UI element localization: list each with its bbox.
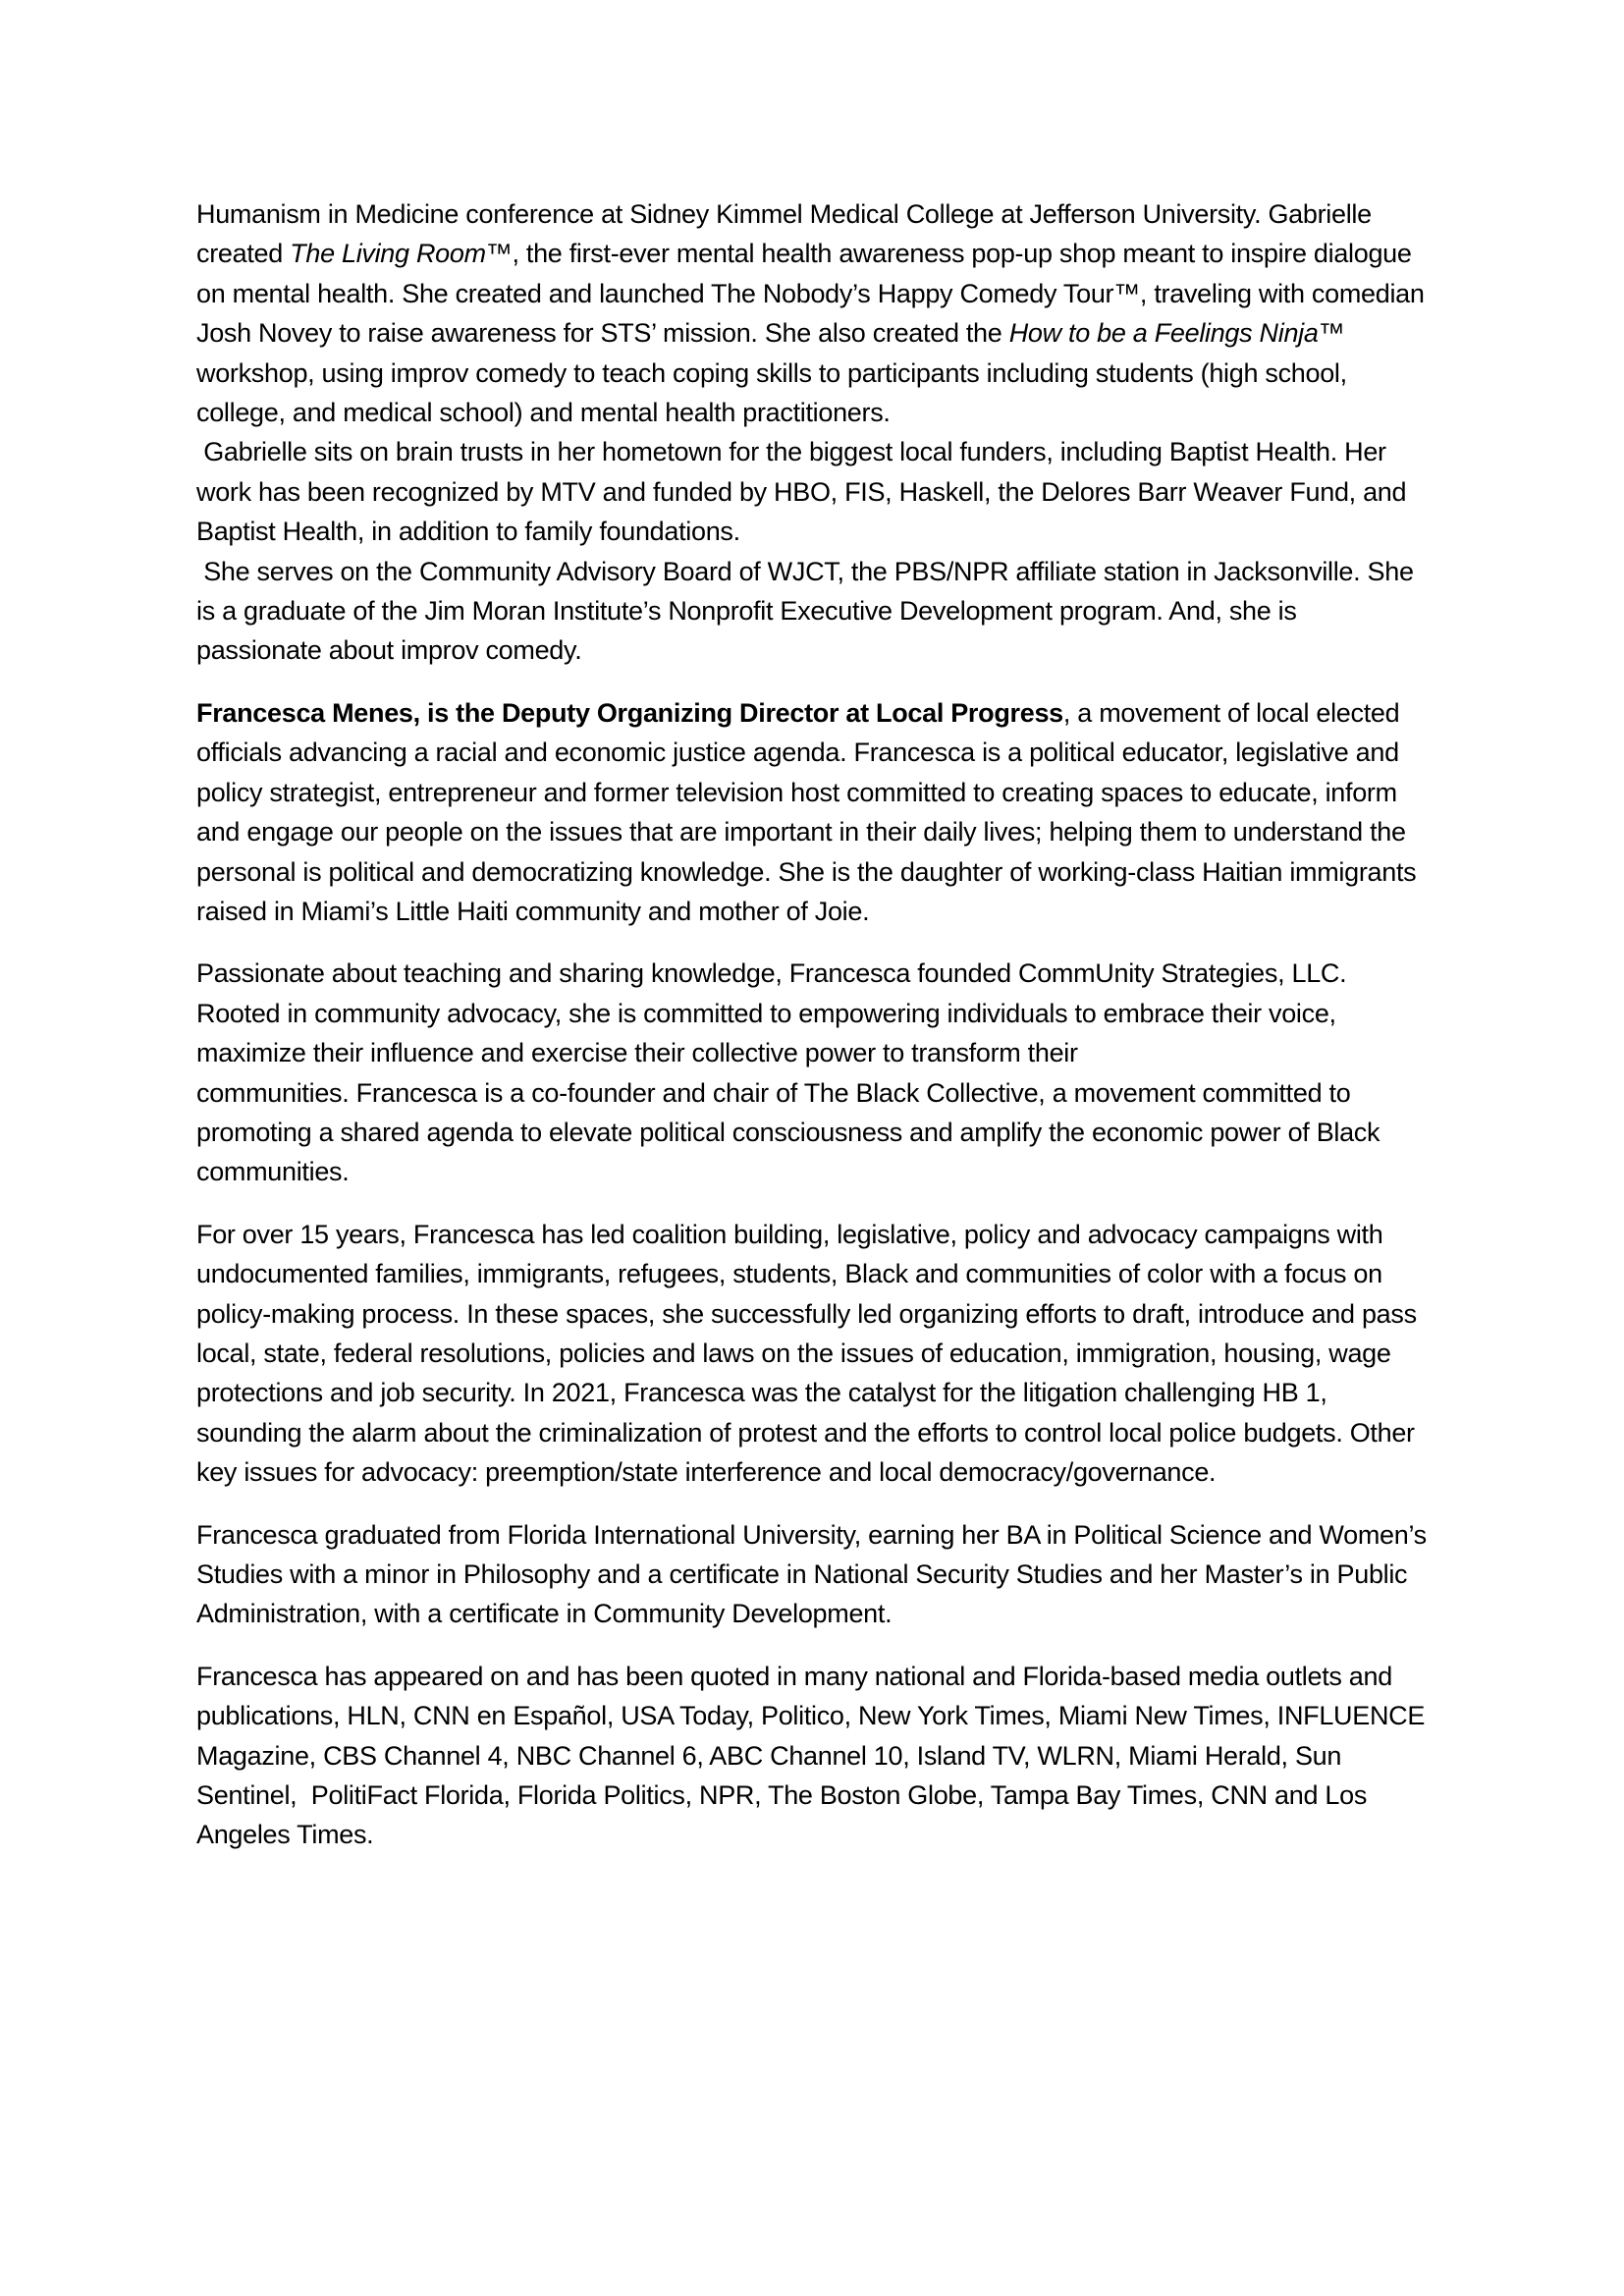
paragraph-community-strategies: [196, 954, 1428, 1191]
paragraph-education: [196, 1515, 1435, 1634]
text-segment: For over 15 years, Francesca has led coalition building, legislative, policy and advocacy campaigns with undocumented families, immigrants, refugees, students, Black and communities of color with a focus on policy-making process. In these spaces, she successfully led organizing efforts to draft, introduce and pass local, state, federal resolutions, policies and laws on the issues of education, immigration, housing, wage protections and job security. In 2021, Francesca was the catalyst for the litigation challenging HB 1, sounding the alarm about the criminalization of protest and the efforts to control local police budgets. Other key issues for advocacy: preemption/state interference and local democracy/governance.: [196, 1219, 1424, 1488]
text-segment: communities. Francesca is a co-founder and chair of The Black Collective, a movement committed to promoting a shared agenda to elevate political consciousness and amplify the economic power of Black communities.: [196, 1077, 1387, 1187]
text-segment: workshop, using improv comedy to teach coping skills to participants including students (high school, college, and medical school) and mental health practitioners.: [196, 318, 1355, 428]
text-segment: Francesca Menes, is the Deputy Organizing Director at Local Progress: [196, 697, 1063, 728]
text-segment: , the first-ever mental health awareness pop-up shop meant to inspire dialogue on mental health. She created and launched The Nobody’s Happy Comedy Tour™, traveling with comedian Josh Novey to raise awareness for STS’ mission. She also created the: [196, 239, 1432, 349]
paragraph-media-appearances: [196, 1657, 1433, 1855]
text-segment: , a movement of local elected officials advancing a racial and economic justice agenda. Francesca is a political educator, legislative and policy strategist, entrepreneur and former television host committed to creating spaces to educate, inform and engage our people on the issues that are important in their daily lives; helping them to understand the personal is political and democratizing knowledge. She is the daughter of working-class Haitian immigrants raised in Miami’s Little Haiti community and mother of Joie.: [196, 697, 1424, 926]
document-body: [196, 194, 1435, 1855]
text-segment: Passionate about teaching and sharing knowledge, Francesca founded CommUnity Strategies, LLC. Rooted in community advocacy, she is committed to empowering individuals to embrace their voice, maximize their influence and exercise their collective power to transform their: [196, 958, 1354, 1068]
text-segment: The Living Room™: [290, 239, 513, 269]
text-segment: Gabrielle sits on brain trusts in her hometown for the biggest local funders, including Baptist Health. Her work has been recognized by MTV and funded by HBO, FIS, Haskell, the Delores Barr Weaver Fund, and Baptist Health, in addition to family foundations.: [196, 437, 1414, 547]
text-segment: Francesca has appeared on and has been quoted in many national and Florida-based media outlets and publications, HLN, CNN en Español, USA Today, Politico, New York Times, Miami New Times, INFLUENCE Magazine, CBS Channel 4, NBC Channel 6, ABC Channel 10, Island TV, WLRN, Miami Herald, Sun Sentinel, PolitiFact Florida, Florida Politics, NPR, The Boston Globe, Tampa Bay Times, CNN and Los Angeles Times.: [196, 1661, 1433, 1850]
paragraph-advocacy-career: [196, 1215, 1428, 1493]
paragraph-gabrielle-bio: [196, 194, 1432, 671]
text-segment: How to be a Feelings Ninja™: [1008, 318, 1345, 349]
text-segment: Humanism in Medicine conference at Sidney Kimmel Medical College at Jefferson University. Gabrielle created: [196, 199, 1380, 269]
text-segment: Francesca graduated from Florida International University, earning her BA in Political Science and Women’s Studies with a minor in Philosophy and a certificate in National Security Studies and her Master’s in Public Administration, with a certificate in Community Development.: [196, 1519, 1435, 1629]
text-segment: She serves on the Community Advisory Board of WJCT, the PBS/NPR affiliate station in Jacksonville. She is a graduate of the Jim Moran Institute’s Nonprofit Executive Development program. And, she is passionate about improv comedy.: [196, 556, 1421, 666]
paragraph-francesca-intro: [196, 693, 1428, 931]
